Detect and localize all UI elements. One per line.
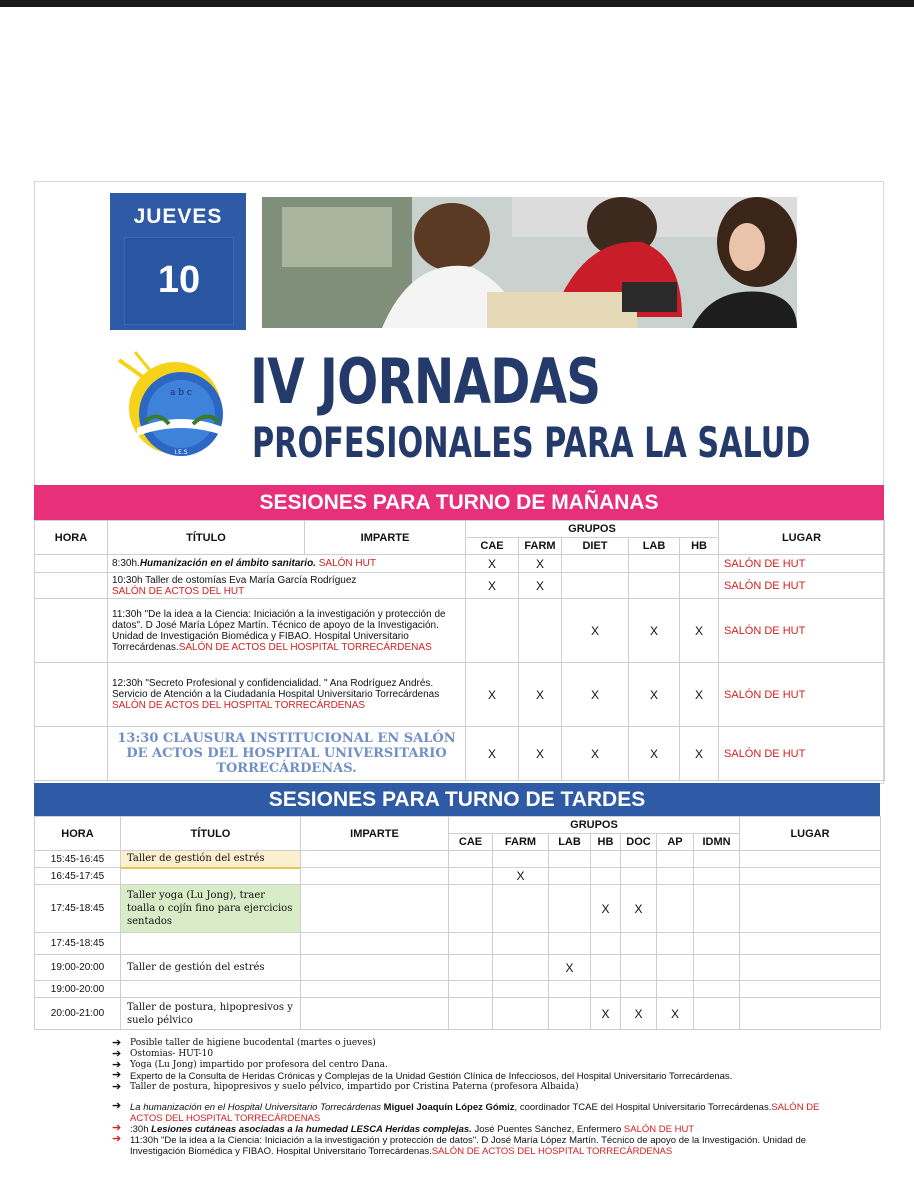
mark <box>591 868 621 885</box>
mark: X <box>466 663 519 727</box>
mark: X <box>493 868 549 885</box>
session-title: Taller yoga (Lu Jong), traer toalla o cojín fino para ejercicios sentados <box>121 885 301 933</box>
group-header: FARM <box>493 834 549 851</box>
mark: X <box>591 885 621 933</box>
mark <box>562 555 629 573</box>
header-photo <box>262 197 797 328</box>
mark: X <box>466 573 519 599</box>
table-row <box>35 998 881 1030</box>
mark: X <box>562 599 629 663</box>
mark <box>694 955 740 981</box>
arrow-icon: ➔ <box>112 1080 122 1093</box>
hora-header: HORA <box>35 817 121 851</box>
group-header: LAB <box>549 834 591 851</box>
mark <box>680 573 719 599</box>
mark <box>549 933 591 955</box>
table-row <box>35 727 885 781</box>
session-title: Taller de gestión del estrés <box>121 851 301 868</box>
mark <box>694 851 740 868</box>
titulo-header: TÍTULO <box>121 817 301 851</box>
group-header: DIET <box>562 538 629 555</box>
mark: X <box>519 555 562 573</box>
mark <box>519 599 562 663</box>
session-title <box>121 868 301 885</box>
table-row <box>35 573 885 599</box>
mark <box>629 555 680 573</box>
mark <box>621 933 657 955</box>
mark <box>657 851 694 868</box>
mark <box>694 933 740 955</box>
mark <box>449 885 493 933</box>
mark: X <box>549 955 591 981</box>
lugar: SALÓN DE HUT <box>719 727 885 781</box>
mark <box>493 851 549 868</box>
mark: X <box>621 998 657 1030</box>
session-title <box>121 981 301 998</box>
session-title <box>121 933 301 955</box>
mark <box>549 885 591 933</box>
mark: X <box>629 727 680 781</box>
hora: 17:45-18:45 <box>35 885 121 933</box>
group-header: CAE <box>449 834 493 851</box>
mark <box>657 885 694 933</box>
lugar: SALÓN DE HUT <box>719 599 885 663</box>
arrow-icon: ➔ <box>112 1047 122 1060</box>
mark <box>562 573 629 599</box>
lugar-header: LUGAR <box>719 521 885 555</box>
group-header: DOC <box>621 834 657 851</box>
day-box <box>110 193 246 330</box>
lugar: SALÓN DE HUT <box>719 663 885 727</box>
mark <box>694 868 740 885</box>
mark <box>549 981 591 998</box>
mark <box>549 998 591 1030</box>
mark: X <box>562 663 629 727</box>
table-row <box>35 851 881 868</box>
mark: X <box>562 727 629 781</box>
logo-albaida: ALBAIDA <box>161 459 201 468</box>
group-header: HB <box>591 834 621 851</box>
mark <box>591 981 621 998</box>
mark: X <box>466 727 519 781</box>
hora: 17:45-18:45 <box>35 933 121 955</box>
mark <box>657 868 694 885</box>
morning-band: SESIONES PARA TURNO DE MAÑANAS <box>34 485 884 520</box>
group-header: LAB <box>629 538 680 555</box>
mark <box>621 955 657 981</box>
titulo-header: TÍTULO <box>108 521 305 555</box>
arrow-icon: ➔ <box>112 1100 122 1112</box>
mark <box>621 868 657 885</box>
note-item: ➔ Ostomias- HUT-10 <box>112 1047 214 1060</box>
note-item: ➔ :30h Lesiones cutáneas asociadas a la humedad LESCA Heridas complejas. José Puentes Sánchez, Enfermero SALÓN DE HUT <box>112 1122 695 1135</box>
arrow-icon: ➔ <box>112 1036 122 1049</box>
mark <box>493 885 549 933</box>
main-title: IV JORNADAS <box>250 345 601 418</box>
hora: 19:00-20:00 <box>35 981 121 998</box>
group-header: FARM <box>519 538 562 555</box>
table-row <box>35 868 881 885</box>
afternoon-band: SESIONES PARA TURNO DE TARDES <box>34 783 880 816</box>
mark: X <box>680 727 719 781</box>
mark <box>694 981 740 998</box>
mark <box>449 981 493 998</box>
arrow-icon: ➔ <box>112 1058 122 1071</box>
mark <box>549 868 591 885</box>
note-item: ➔ Posible taller de higiene bucodental (martes o jueves) <box>112 1036 376 1049</box>
morning-table <box>34 520 885 781</box>
mark <box>657 955 694 981</box>
mark <box>493 998 549 1030</box>
mark: X <box>629 599 680 663</box>
mark: X <box>519 727 562 781</box>
group-header: HB <box>680 538 719 555</box>
mark <box>657 981 694 998</box>
lugar-header: LUGAR <box>740 817 881 851</box>
mark <box>591 933 621 955</box>
mark <box>694 885 740 933</box>
group-header: IDMN <box>694 834 740 851</box>
mark: X <box>466 555 519 573</box>
mark <box>621 981 657 998</box>
session-title: 12:30h "Secreto Profesional y confidencialidad. " Ana Rodríguez Andrés. Servicio de Atención a la Ciudadanía Hospital Universitario Torrecárdenas SALÓN DE ACTOS DEL HOSPITAL TORRECÁRDENAS <box>108 663 466 727</box>
group-header: AP <box>657 834 694 851</box>
table-row <box>35 981 881 998</box>
mark <box>657 933 694 955</box>
sub-title: PROFESIONALES PARA LA SALUD <box>252 418 811 467</box>
mark <box>694 998 740 1030</box>
hora: 19:00-20:00 <box>35 955 121 981</box>
hora: 15:45-16:45 <box>35 851 121 868</box>
mark: X <box>519 573 562 599</box>
mark <box>449 955 493 981</box>
lugar: SALÓN DE HUT <box>719 573 885 599</box>
note-item: ➔ La humanización en el Hospital Universitario Torrecárdenas Miguel Joaquín López Gómiz, coordinador TCAE del Hospital Universitario Torrecárdenas.SALÓN DE ACTOS DEL HOSPITAL TORRECÁRDENAS <box>112 1100 820 1124</box>
day-name: JUEVES <box>133 205 223 228</box>
note-item: ➔ Taller de postura, hipopresivos y suelo pélvico, impartido por Cristina Paterna (profesora Albaida) <box>112 1080 579 1093</box>
mark: X <box>621 885 657 933</box>
group-header: CAE <box>466 538 519 555</box>
note-item: ➔ Yoga (Lu Jong) impartido por profesora del centro Dana. <box>112 1058 388 1071</box>
imparte-header: IMPARTE <box>305 521 466 555</box>
session-title: Taller de gestión del estrés <box>121 955 301 981</box>
session-title: 10:30h Taller de ostomías Eva María García Rodríguez SALÓN DE ACTOS DEL HUT <box>108 573 466 599</box>
notes <box>112 1038 852 1157</box>
hora: 16:45-17:45 <box>35 868 121 885</box>
session-title: 8:30h.Humanización en el ámbito sanitario. SALÓN HUT <box>108 555 466 573</box>
logo-ies: I.E.S <box>174 449 188 456</box>
mark <box>493 933 549 955</box>
mark <box>591 955 621 981</box>
mark <box>493 981 549 998</box>
arrow-icon: ➔ <box>112 1133 122 1145</box>
mark <box>493 955 549 981</box>
afternoon-table <box>34 816 881 1030</box>
mark <box>449 868 493 885</box>
albaida-logo <box>117 350 252 475</box>
imparte-header: IMPARTE <box>301 817 449 851</box>
mark <box>449 851 493 868</box>
mark: X <box>657 998 694 1030</box>
session-title: Taller de postura, hipopresivos y suelo pélvico <box>121 998 301 1030</box>
table-row <box>35 555 885 573</box>
table-row <box>35 885 881 933</box>
table-row <box>35 933 881 955</box>
hora-header: HORA <box>35 521 108 555</box>
table-row <box>35 663 885 727</box>
mark <box>549 851 591 868</box>
day-number: 10 <box>124 237 234 325</box>
svg-text:a b c: a b c <box>170 388 192 398</box>
mark <box>680 555 719 573</box>
arrow-icon: ➔ <box>112 1069 122 1081</box>
grupos-header: GRUPOS <box>466 521 719 538</box>
note-item: ➔ 11:30h "De la idea a la Ciencia: Iniciación a la investigación y protección de datos". D José María López Martín. Técnico de apoyo de la Investigación. Unidad de Investigación Biomédica y FIBAO. Hospital Universitario Torrecárdenas.SALÓN DE ACTOS DEL HOSPITAL TORRECÁRDENAS <box>112 1133 807 1157</box>
grupos-header: GRUPOS <box>449 817 740 834</box>
table-row <box>35 955 881 981</box>
mark <box>449 933 493 955</box>
mark <box>591 851 621 868</box>
mark: X <box>519 663 562 727</box>
mark: X <box>680 663 719 727</box>
table-row <box>35 599 885 663</box>
session-title: 11:30h "De la idea a la Ciencia: Iniciación a la investigación y protección de datos". D José María López Martín. Técnico de apoyo de la Investigación. Unidad de Investigación Biomédica y FIBAO. Hospital Universitario Torrecárdenas.SALÓN DE ACTOS DEL HOSPITAL TORRECÁRDENAS <box>108 599 466 663</box>
mark: X <box>680 599 719 663</box>
closing-title: 13:30 CLAUSURA INSTITUCIONAL EN SALÓN DE ACTOS DEL HOSPITAL UNIVERSITARIO TORRECÁRDENAS. <box>108 727 466 781</box>
arrow-icon: ➔ <box>112 1122 122 1134</box>
hora: 20:00-21:00 <box>35 998 121 1030</box>
mark <box>449 998 493 1030</box>
mark <box>621 851 657 868</box>
mark <box>466 599 519 663</box>
mark: X <box>629 663 680 727</box>
mark <box>629 573 680 599</box>
top-bar <box>0 0 914 7</box>
lugar: SALÓN DE HUT <box>719 555 885 573</box>
mark: X <box>591 998 621 1030</box>
note-item: ➔ Experto de la Consulta de Heridas Crónicas y Complejas de la Unidad Gestión Clínica de Infecciosos, del Hospital Universitario Torrecárdenas. <box>112 1069 733 1082</box>
